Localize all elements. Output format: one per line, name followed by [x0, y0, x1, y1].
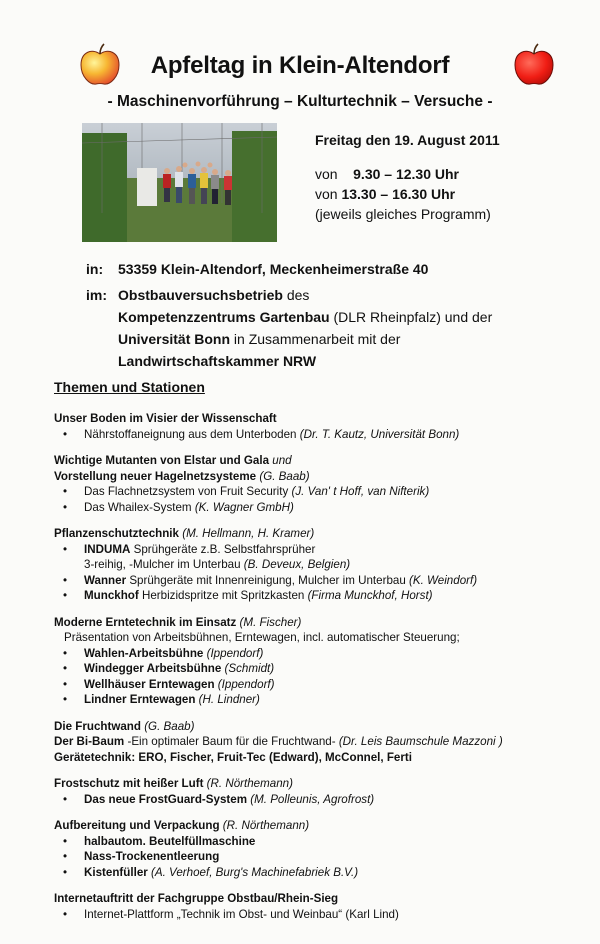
topic-title: Pflanzenschutztechnik (M. Hellmann, H. Kramer) [54, 527, 315, 540]
topic-title: Unser Boden im Visier der Wissenschaft [54, 412, 277, 425]
topic-erntetechnik [54, 615, 574, 708]
topic-internet [54, 891, 574, 922]
address: 53359 Klein-Altendorf, Meckenheimerstraße 40 [118, 261, 429, 277]
org-line-4: Landwirtschaftskammer NRW [118, 353, 317, 369]
schedule [315, 130, 500, 224]
page-subtitle: - Maschinenvorführung – Kulturtechnik – Versuche - [107, 93, 493, 110]
list-item-continued: 3-reihig, -Mulcher im Unterbau (B. Deveux, Belgien) [84, 558, 351, 571]
topic-boden [54, 411, 574, 442]
event-photo [82, 123, 277, 242]
bullet-icon: • [63, 834, 68, 848]
org-line-3: Universität Bonn [118, 331, 231, 347]
topic-intro: Präsentation von Arbeitsbühnen, Erntewagen, incl. automatischer Steuerung; [64, 631, 460, 644]
bullet-icon: • [63, 677, 68, 691]
bullet-icon: • [63, 792, 68, 806]
section-title: Themen und Stationen [54, 379, 205, 395]
list-item: • Nass-Trockenentleerung [63, 850, 220, 863]
topic-pflanzenschutz [54, 526, 574, 604]
org-line-1: Obstbauversuchsbetrieb [118, 287, 283, 303]
bullet-icon: • [63, 427, 68, 441]
topic-title: Moderne Erntetechnik im Einsatz (M. Fischer) [54, 615, 302, 629]
list-item: • Das Flachnetzsystem von Fruit Security (J. Van' t Hoff, van Nifterik) [63, 485, 430, 498]
list-item: • halbautom. Beutelfüllmaschine [63, 834, 256, 848]
topics-list [54, 411, 574, 933]
list-item: • Munckhof Herbizidspritze mit Spritzkasten (Firma Munckhof, Horst) [63, 589, 433, 602]
bullet-icon: • [63, 485, 68, 498]
list-item: • Das Whailex-System (K. Wagner GmbH) [63, 500, 294, 514]
topic-frostschutz [54, 776, 574, 807]
list-item: • Wahlen-Arbeitsbühne (Ippendorf) [63, 646, 264, 660]
page-title: Apfeltag in Klein-Altendorf [150, 52, 450, 79]
list-item: • Internet-Plattform „Technik im Obst- und Weinbau“ (Karl Lind) [63, 907, 399, 921]
im-label: im: [86, 287, 107, 303]
bullet-icon: • [63, 542, 68, 556]
topic-title: Aufbereitung und Verpackung (R. Nörthemann) [54, 819, 310, 832]
topic-title: Frostschutz mit heißer Luft (R. Nörthemann) [54, 777, 293, 790]
bullet-icon: • [63, 589, 68, 602]
topic-aufbereitung [54, 818, 574, 880]
event-date: Freitag den 19. August 2011 [315, 132, 500, 148]
bullet-icon: • [63, 500, 68, 514]
bullet-icon: • [63, 693, 68, 706]
topic-title: Internetauftritt der Fachgruppe Obstbau/Rhein-Sieg [54, 892, 339, 905]
topic-line: Gerätetechnik: ERO, Fischer, Fruit-Tec (Edward), McConnel, Ferti [54, 750, 412, 764]
bullet-icon: • [63, 907, 68, 921]
list-item: • Windegger Arbeitsbühne (Schmidt) [63, 662, 275, 675]
location-block: in: 53359 Klein-Altendorf, Meckenheimerstraße 40 im: Obstbauversuchsbetrieb des Kompetenzzentrums Gartenbau (DLR Rheinpfalz) und der Universität Bonn in Zusammenarbeit mit der Landwirtschaftskammer NRW [86, 258, 492, 372]
bullet-icon: • [63, 865, 68, 879]
schedule-note: (jeweils gleiches Programm) [315, 206, 491, 222]
topic-line: Der Bi-Baum -Ein optimaler Baum für die Fruchtwand- (Dr. Leis Baumschule Mazzoni ) [54, 735, 503, 748]
list-item: • Lindner Erntewagen (H. Lindner) [63, 693, 260, 706]
topic-mutanten [54, 453, 574, 515]
bullet-icon: • [63, 573, 68, 587]
topic-title-2: Vorstellung neuer Hagelnetzsysteme (G. Baab) [54, 469, 310, 483]
list-item: • Wellhäuser Erntewagen (Ippendorf) [63, 677, 275, 691]
org-line-2: Kompetenzzentrums Gartenbau [118, 309, 330, 325]
bullet-icon: • [63, 850, 68, 863]
list-item: • Wanner Sprühgeräte mit Innenreinigung, Mulcher im Unterbau (K. Weindorf) [63, 573, 478, 587]
list-item: • Das neue FrostGuard-System (M. Polleunis, Agrofrost) [63, 792, 375, 806]
topic-fruchtwand [54, 719, 574, 766]
bullet-icon: • [63, 646, 68, 660]
bullet-icon: • [63, 662, 68, 675]
in-label: in: [86, 261, 104, 277]
list-item: • Nährstoffaneignung aus dem Unterboden (Dr. T. Kautz, Universität Bonn) [63, 427, 460, 441]
topic-title: Wichtige Mutanten von Elstar und Gala und [54, 454, 292, 467]
list-item: • INDUMA Sprühgeräte z.B. Selbstfahrsprüher [63, 542, 316, 556]
time-slot-2: von 13.30 – 16.30 Uhr [315, 186, 456, 202]
list-item: • Kistenfüller (A. Verhoef, Burg's Machinefabriek B.V.) [63, 865, 359, 879]
time-slot-1: von 9.30 – 12.30 Uhr [315, 166, 459, 182]
topic-title: Die Fruchtwand (G. Baab) [54, 719, 195, 733]
